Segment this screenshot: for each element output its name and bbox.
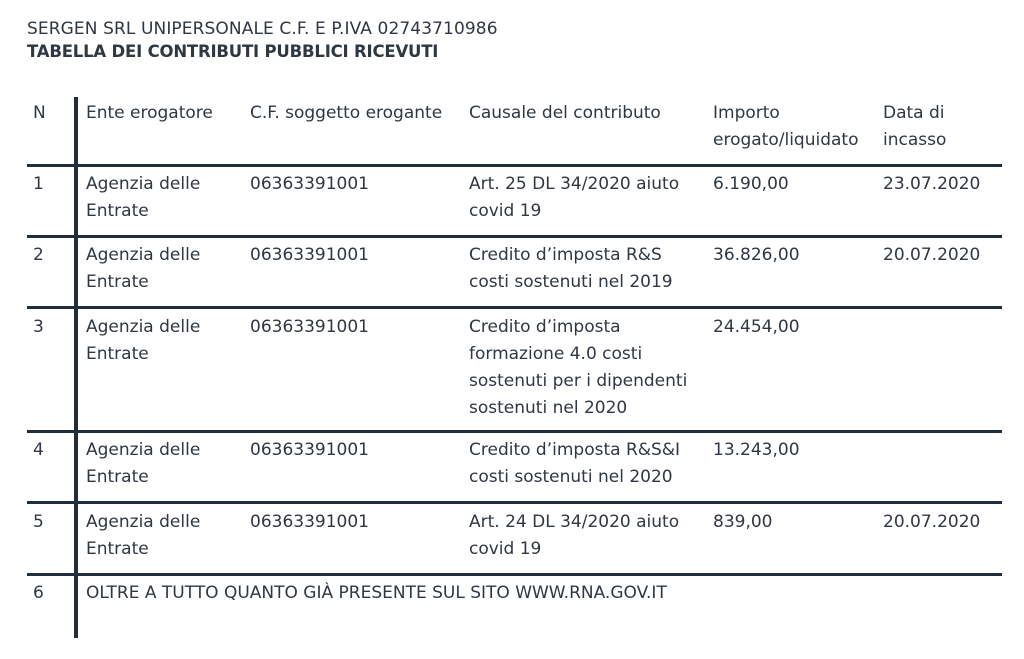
row-5-causale: Art. 24 DL 34/2020 aiuto covid 19 (469, 512, 680, 559)
row-separator (27, 501, 1002, 504)
row-1-ente: Agenzia delle Entrate (86, 174, 201, 221)
document-title: TABELLA DEI CONTRIBUTI PUBBLICI RICEVUTI (27, 42, 439, 61)
row-separator (27, 235, 1002, 238)
row-2-data: 20.07.2020 (883, 245, 981, 265)
row-separator (27, 430, 1002, 433)
row-3-ente: Agenzia delle Entrate (86, 317, 201, 364)
row-1-number: 1 (33, 174, 44, 194)
row-4-causale: Credito d’imposta R&S&I costi sostenuti nel 2020 (469, 440, 681, 487)
row-5-data: 20.07.2020 (883, 512, 981, 532)
row-5-cf: 06363391001 (250, 512, 369, 532)
row-4-ente: Agenzia delle Entrate (86, 440, 201, 487)
header-data: Data di incasso (883, 103, 947, 150)
document-header (27, 17, 498, 63)
header-n: N (33, 103, 46, 123)
row-3-causale: Credito d’imposta formazione 4.0 costi sostenuti per i dipendenti sostenuti nel 2020 (469, 317, 688, 418)
row-2-number: 2 (33, 245, 44, 265)
header-cf: C.F. soggetto erogante (250, 103, 443, 123)
row-separator (27, 573, 1002, 576)
row-1-importo: 6.190,00 (713, 174, 789, 194)
row-3-importo: 24.454,00 (713, 317, 800, 337)
row-5-ente: Agenzia delle Entrate (86, 512, 201, 559)
row-1-cf: 06363391001 (250, 174, 369, 194)
row-2-ente: Agenzia delle Entrate (86, 245, 201, 292)
header-causale: Causale del contributo (469, 103, 661, 123)
row-3-number: 3 (33, 317, 44, 337)
row-2-cf: 06363391001 (250, 245, 369, 265)
row-2-importo: 36.826,00 (713, 245, 800, 265)
row-separator (27, 164, 1002, 167)
row-5-number: 5 (33, 512, 44, 532)
row-4-number: 4 (33, 440, 44, 460)
column-divider (74, 97, 78, 638)
row-5-importo: 839,00 (713, 512, 773, 532)
row-separator (27, 306, 1002, 309)
row-3-cf: 06363391001 (250, 317, 369, 337)
header-ente: Ente erogatore (86, 103, 213, 123)
row-4-cf: 06363391001 (250, 440, 369, 460)
row-6-number: 6 (33, 583, 44, 603)
row-1-causale: Art. 25 DL 34/2020 aiuto covid 19 (469, 174, 680, 221)
company-line: SERGEN SRL UNIPERSONALE C.F. E P.IVA 02743710986 (27, 19, 498, 39)
row-2-causale: Credito d’imposta R&S costi sostenuti nel 2019 (469, 245, 673, 292)
header-importo: Importo erogato/liquidato (713, 103, 859, 150)
row-4-importo: 13.243,00 (713, 440, 800, 460)
row-1-data: 23.07.2020 (883, 174, 981, 194)
row-6-note: OLTRE A TUTTO QUANTO GIÀ PRESENTE SUL SITO WWW.RNA.GOV.IT (86, 583, 667, 603)
